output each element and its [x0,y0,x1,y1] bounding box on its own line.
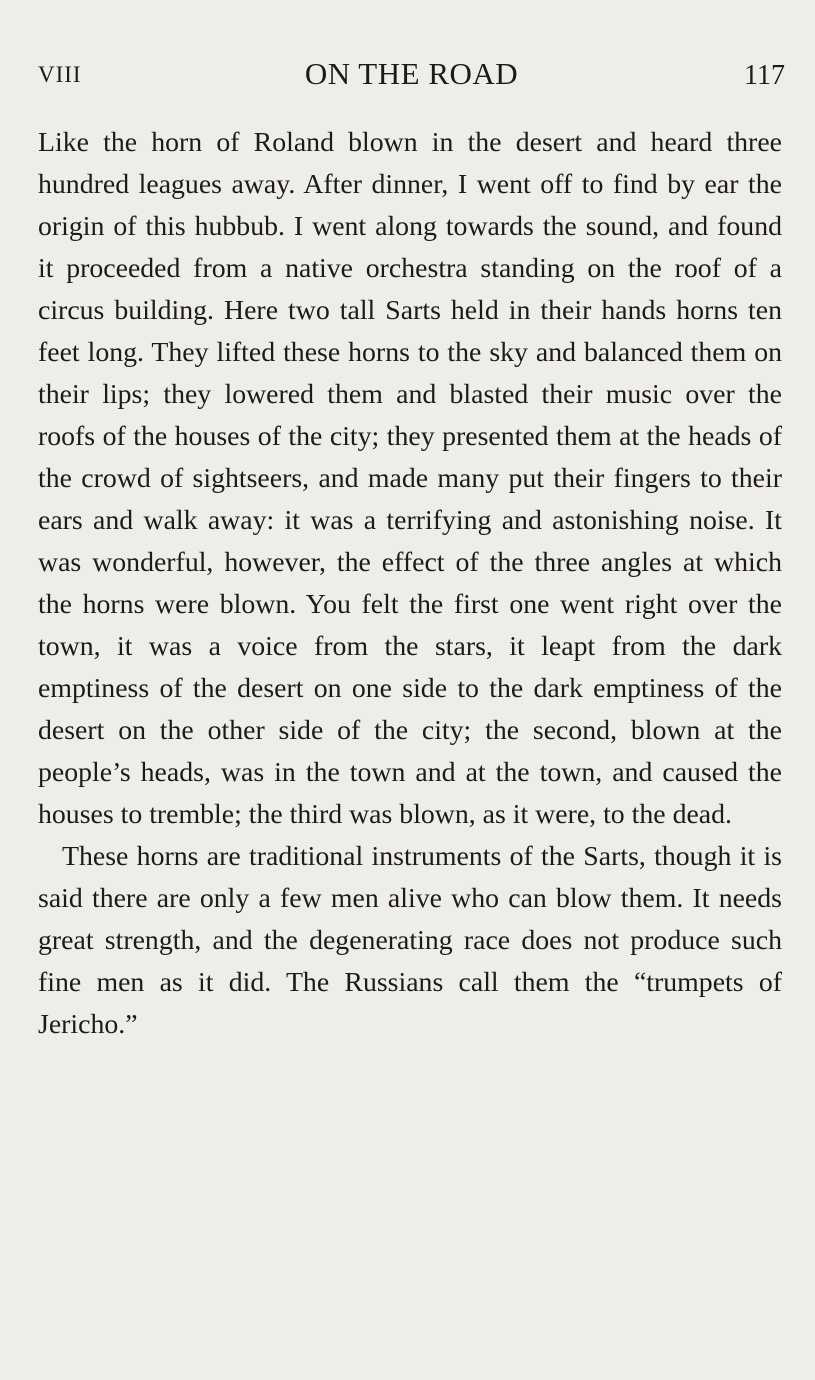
chapter-number: VIII [38,62,82,87]
paragraph-2: These horns are traditional instruments of the Sarts, though it is said there are only a few men alive who can blow them. It needs great strength, and the degenerating race does not produce such fine men as it did. The Russians call them the “trumpets of Jericho.” [38,841,782,1040]
running-head [38,56,785,96]
page-number: 117 [744,60,785,91]
running-title: ON THE ROAD [304,56,519,91]
body-text [38,122,782,1046]
paragraph-1: Like the horn of Roland blown in the desert and heard three hundred leagues away. After dinner, I went off to find by ear the origin of this hubbub. I went along towards the sound, and found it proceeded from a native orchestra standing on the roof of a circus building. Here two tall Sarts held in their hands horns ten feet long. They lifted these horns to the sky and balanced them on their lips; they lowered them and blasted their music over the roofs of the houses of the city; they presented them at the heads of the crowd of sightseers, and made many put their fingers to their ears and walk away: it was a terrifying and astonishing noise. It was wonderful, however, the effect of the three angles at which the horns were blown. You felt the first one went right over the town, it was a voice from the stars, it leapt from the dark emptiness of the desert on one side to the dark emptiness of the desert on the other side of the city; the second, blown at the people’s heads, was in the town and at the town, and caused the houses to tremble; the third was blown, as it were, to the dead. [38,127,782,830]
